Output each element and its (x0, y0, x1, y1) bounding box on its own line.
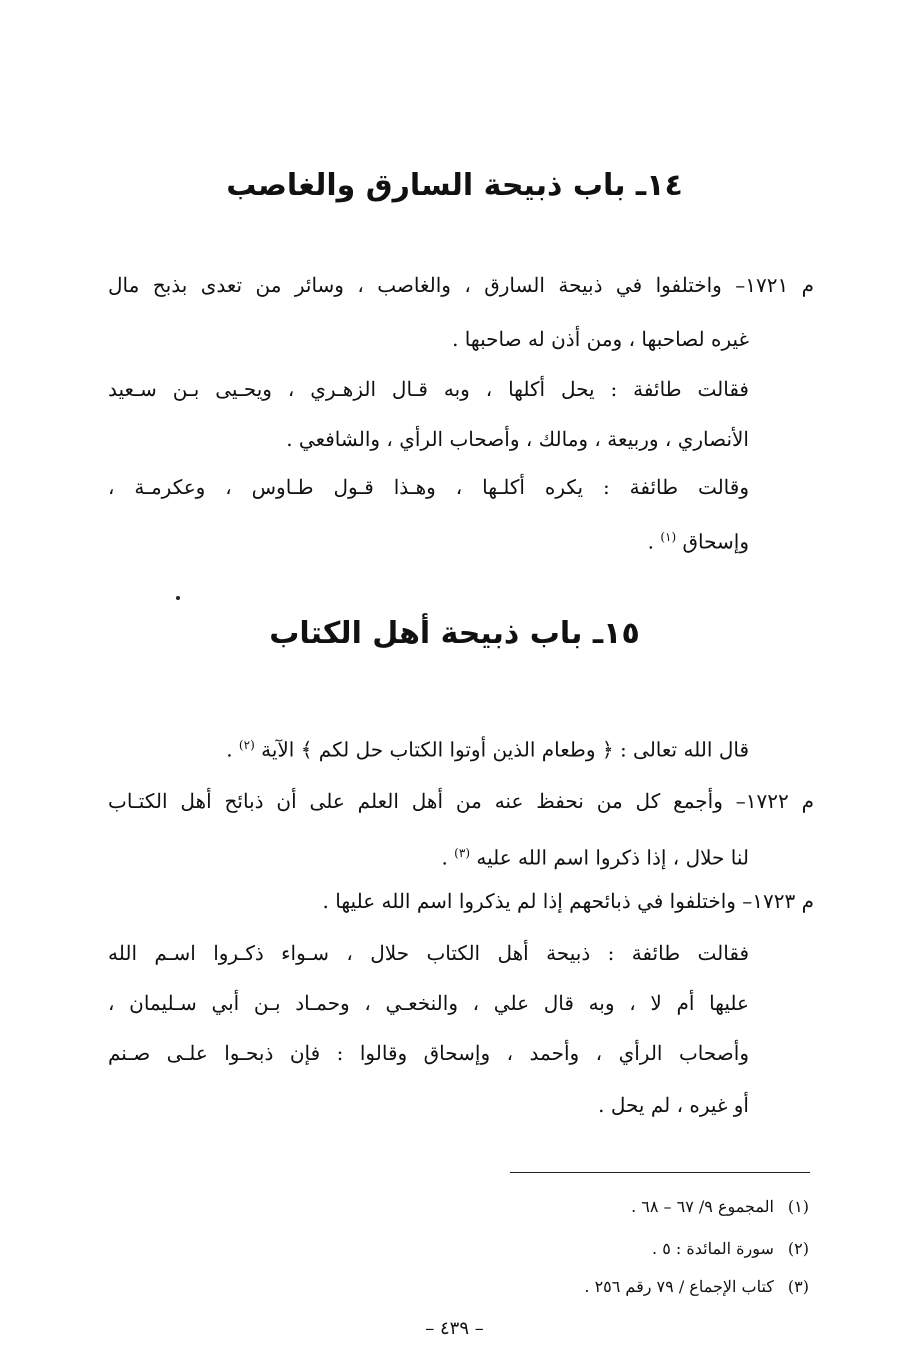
paragraph-1721-line-2: غيره لصاحبها ، ومن أذن له صاحبها . (452, 327, 749, 351)
line-text: وإسحاق (682, 529, 749, 554)
footnote-number: (٣) (787, 1277, 809, 1296)
line-text: لنا حلال ، إذا ذكروا اسم الله عليه (476, 845, 749, 870)
footnote-ref-3: (٣) (454, 846, 470, 860)
quran-verse-line (226, 728, 749, 767)
footnote-text: المجموع ٩/ ٦٧ – ٦٨ . (631, 1197, 774, 1216)
footnote-ref-2: (٢) (238, 738, 255, 752)
footnote-ref-1: (١) (660, 530, 677, 544)
paragraph-1723-line-2: فقالت طائفة : ذبيحة أهل الكتاب حلال ، سـواء ذكـروا اسـم الله (108, 941, 749, 965)
footnote-text: كتاب الإجماع / ٧٩ رقم ٢٥٦ . (584, 1277, 774, 1296)
line-end: . (441, 845, 455, 870)
line-end: . (226, 737, 239, 762)
paragraph-1722-line-1: م ١٧٢٢– وأجمع كل من نحفظ عنه من أهل العلم على أن ذبائح أهل الكتـاب (108, 789, 814, 813)
paragraph-1721-line-4: الأنصاري ، وربيعة ، ومالك ، وأصحاب الرأي ، والشافعي . (286, 427, 749, 451)
footnote-3 (584, 1274, 809, 1300)
footnote-separator (510, 1172, 810, 1173)
paragraph-1721-line-3: فقالت طائفة : يحل أكلها ، وبه قـال الزهـري ، ويحـيى بـن سـعيد (108, 377, 749, 401)
line-end: . (647, 529, 661, 554)
paragraph-1723-line-3: عليها أم لا ، وبه قال علي ، والنخعـي ، وحمـاد بـن أبي سـليمان ، (108, 991, 749, 1015)
footnote-text: سورة المائدة : ٥ . (652, 1239, 774, 1258)
paragraph-1721-line-6 (648, 520, 749, 559)
section-title-15: ١٥ـ باب ذبيحة أهل الكتاب (269, 616, 640, 651)
paragraph-1721-line-5: وقالت طائفة : يكره أكلـها ، وهـذا قـول طـاوس ، وعكرمـة ، (108, 475, 749, 499)
footnote-number: (١) (787, 1197, 809, 1216)
page-number: – ٤٣٩ – (425, 1318, 484, 1339)
paragraph-1723-line-1: م ١٧٢٣– واختلفوا في ذبائحهم إذا لم يذكروا اسم الله عليها . (322, 889, 814, 913)
paragraph-1721-line-1: م ١٧٢١– واختلفوا في ذبيحة السارق ، والغاصب ، وسائر من تعدى بذبح مال (108, 273, 814, 297)
paragraph-1722-line-2 (441, 836, 749, 875)
paragraph-1723-line-4: وأصحاب الرأي ، وأحمد ، وإسحاق وقالوا : فإن ذبحـوا علـى صـنم (108, 1041, 749, 1065)
section-title-14: ١٤ـ باب ذبيحة السارق والغاصب (226, 168, 683, 203)
footnote-2 (652, 1236, 809, 1262)
paragraph-1723-line-5: أو غيره ، لم يحل . (598, 1093, 749, 1117)
line-text: قال الله تعالى : ﴿ وطعام الذين أوتوا الكتاب حل لكم ﴾ الآية (261, 737, 749, 762)
footnote-1 (631, 1194, 809, 1220)
footnote-number: (٢) (787, 1239, 809, 1258)
stray-mark (176, 596, 180, 600)
